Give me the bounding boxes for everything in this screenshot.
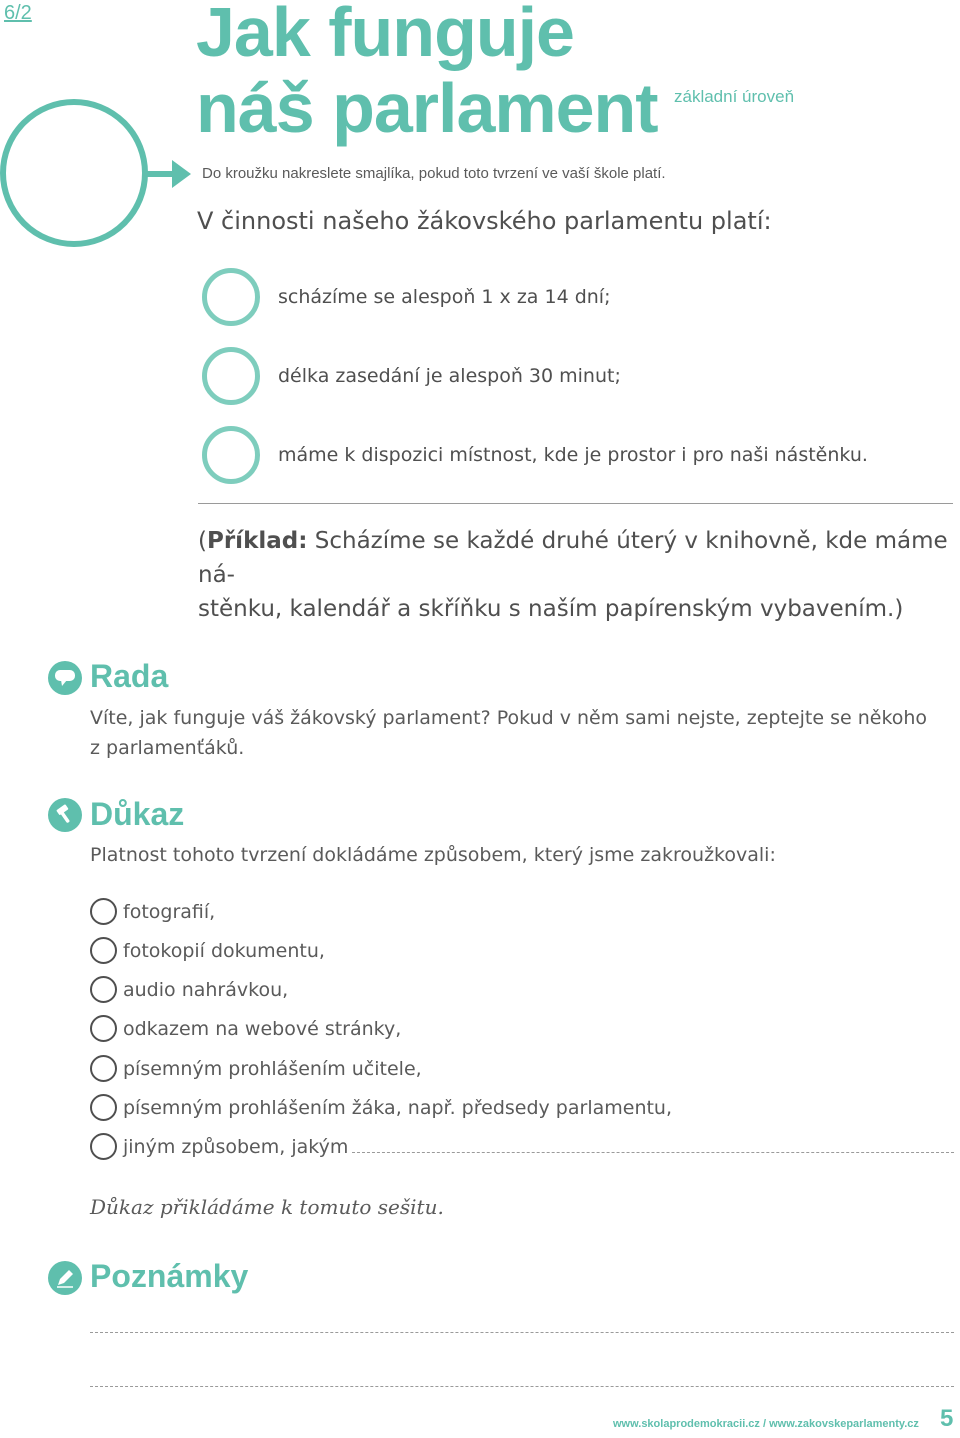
instruction-text: Do kroužku nakreslete smajlíka, pokud toto tvrzení ve vaší škole platí.	[202, 165, 666, 182]
statement-item	[202, 426, 868, 484]
poznamky-title: Poznámky	[90, 1258, 249, 1294]
evidence-option[interactable]	[90, 937, 325, 964]
attached-note: Důkaz přikládáme k tomuto sešitu.	[90, 1195, 444, 1219]
hammer-icon	[48, 798, 82, 832]
smiley-circle[interactable]	[202, 347, 260, 405]
option-circle[interactable]	[90, 1055, 117, 1082]
option-circle[interactable]	[90, 1015, 117, 1042]
option-label: jiným způsobem, jakým	[123, 1135, 349, 1158]
title-line-1: Jak funguje	[196, 0, 574, 71]
statement-text: máme k dispozici místnost, kde je prostor i pro naši nástěnku.	[278, 444, 868, 466]
option-label: odkazem na webové stránky,	[123, 1017, 402, 1040]
rada-text-line-1: Víte, jak funguje váš žákovský parlament? Pokud v něm sami nejste, zeptejte se někoho	[90, 707, 928, 729]
footer-page-number: 5	[940, 1405, 954, 1432]
example-line-2: stěnku, kalendář a skříňku s naším papírenským vybavením.)	[198, 596, 904, 622]
example-text	[198, 524, 958, 626]
title-line-2: náš parlament	[196, 69, 658, 147]
option-label: audio nahrávkou,	[123, 978, 289, 1001]
example-label: Příklad:	[206, 528, 308, 554]
statement-text: scházíme se alespoň 1 x za 14 dní;	[278, 286, 611, 308]
rada-text-line-2: z parlamenťáků.	[90, 737, 245, 759]
footer-links[interactable]: www.skolaprodemokracii.cz / www.zakovskeparlamenty.cz	[613, 1418, 919, 1430]
evidence-option[interactable]	[90, 1133, 348, 1160]
statement-item	[202, 268, 611, 326]
smiley-circle[interactable]	[202, 426, 260, 484]
other-method-fill-line[interactable]	[352, 1152, 954, 1153]
example-open-paren: (	[198, 528, 207, 554]
option-circle[interactable]	[90, 898, 117, 925]
option-circle[interactable]	[90, 937, 117, 964]
option-label: fotokopií dokumentu,	[123, 939, 325, 962]
option-circle[interactable]	[90, 1133, 117, 1160]
option-label: písemným prohlášením učitele,	[123, 1057, 422, 1080]
smiley-drawing-circle	[0, 98, 200, 253]
rada-text	[90, 703, 955, 763]
statement-text: délka zasedání je alespoň 30 minut;	[278, 365, 621, 387]
statement-item	[202, 347, 621, 405]
speech-bubble-icon	[48, 661, 82, 695]
option-label: písemným prohlášením žáka, např. předsedy parlamentu,	[123, 1096, 673, 1119]
option-label: fotografií,	[123, 900, 216, 923]
rada-title: Rada	[90, 658, 169, 694]
smiley-circle[interactable]	[202, 268, 260, 326]
page-label[interactable]: 6/2	[4, 2, 32, 24]
option-circle[interactable]	[90, 1094, 117, 1121]
pencil-icon	[48, 1261, 82, 1295]
page-title	[196, 0, 658, 146]
dukaz-title: Důkaz	[90, 796, 185, 832]
evidence-option[interactable]	[90, 1094, 672, 1121]
evidence-option[interactable]	[90, 1055, 422, 1082]
dukaz-intro: Platnost tohoto tvrzení dokládáme způsobem, který jsme zakroužkovali:	[90, 844, 776, 866]
divider	[198, 503, 953, 504]
evidence-option[interactable]	[90, 1015, 401, 1042]
statements-heading: V činnosti našeho žákovského parlamentu platí:	[197, 207, 772, 235]
level-label: základní úroveň	[674, 87, 795, 106]
notes-line[interactable]	[90, 1386, 954, 1387]
evidence-option[interactable]	[90, 898, 215, 925]
notes-line[interactable]	[90, 1332, 954, 1333]
example-line-1: Scházíme se každé druhé úterý v knihovně, kde máme ná-	[198, 528, 948, 588]
option-circle[interactable]	[90, 976, 117, 1003]
evidence-option[interactable]	[90, 976, 288, 1003]
